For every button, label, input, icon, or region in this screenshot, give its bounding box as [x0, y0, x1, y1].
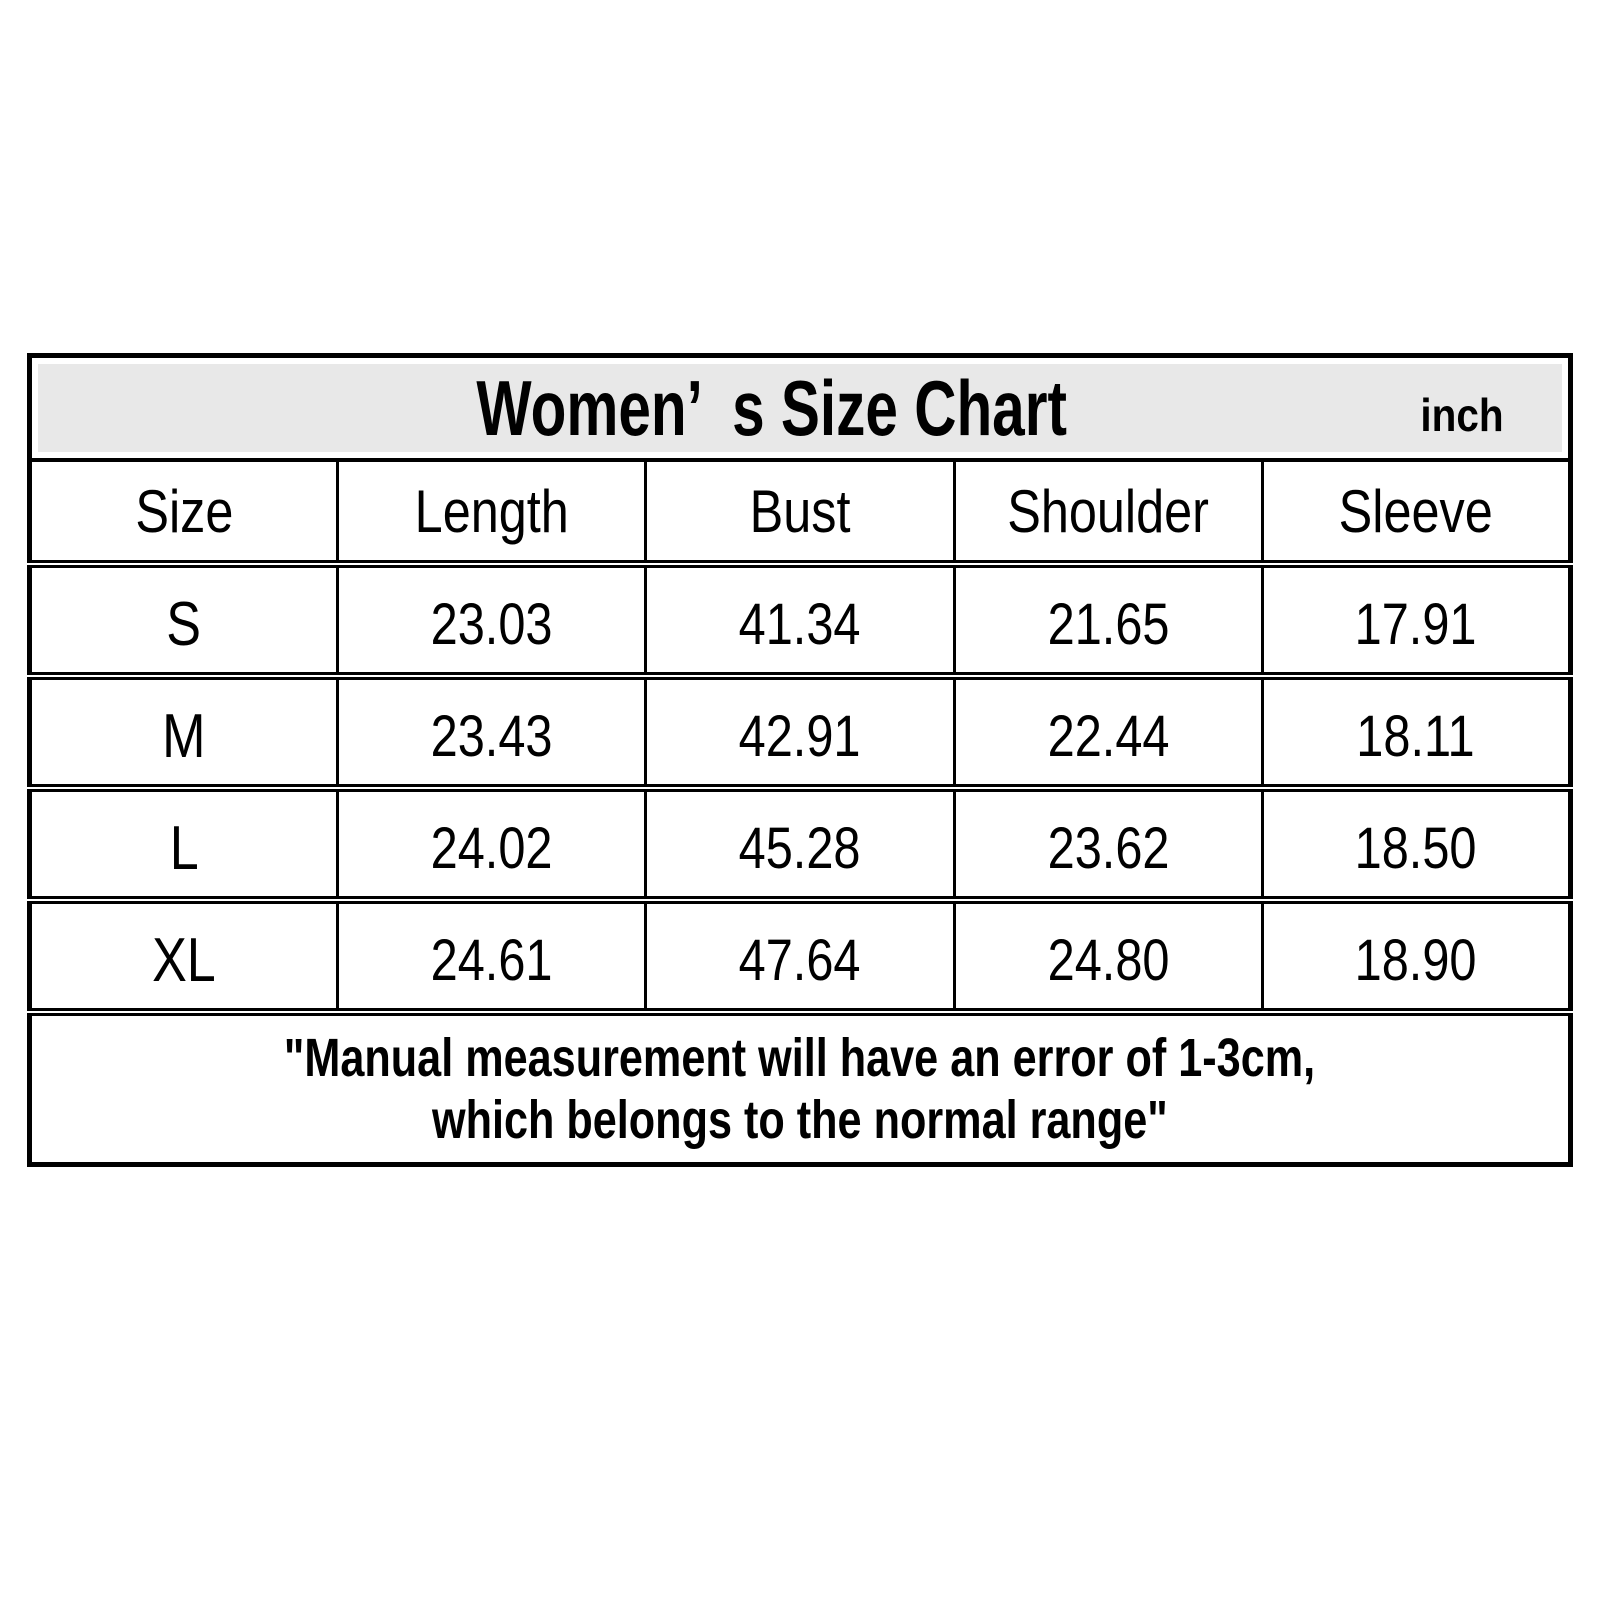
note-line-1: "Manual measurement will have an error of 1-3cm,: [284, 1028, 1316, 1088]
bust-cell: 47.64: [646, 900, 954, 1012]
shoulder-cell: 23.62: [954, 788, 1262, 900]
title-row: [30, 356, 1571, 461]
size-cell: S: [30, 564, 338, 676]
shoulder-cell: 22.44: [954, 676, 1262, 788]
bust-cell: 41.34: [646, 564, 954, 676]
sleeve-cell: 18.11: [1262, 676, 1570, 788]
sleeve-cell: 18.90: [1262, 900, 1570, 1012]
length-cell: 24.02: [338, 788, 646, 900]
sleeve-cell: 17.91: [1262, 564, 1570, 676]
title-bar: [30, 356, 1571, 461]
length-cell: 24.61: [338, 900, 646, 1012]
size-row-m: [30, 676, 1571, 788]
column-header-length: Length: [338, 460, 646, 564]
column-header-row: [30, 460, 1571, 564]
column-header-sleeve: Sleeve: [1262, 460, 1570, 564]
column-header-shoulder: Shoulder: [954, 460, 1262, 564]
size-chart-table: [27, 353, 1573, 1167]
size-cell: XL: [30, 900, 338, 1012]
column-header-bust: Bust: [646, 460, 954, 564]
size-row-xl: [30, 900, 1571, 1012]
length-cell: 23.03: [338, 564, 646, 676]
length-cell: 23.43: [338, 676, 646, 788]
measurement-note: [30, 1012, 1571, 1165]
bust-cell: 45.28: [646, 788, 954, 900]
size-row-s: [30, 564, 1571, 676]
bust-cell: 42.91: [646, 676, 954, 788]
size-row-l: [30, 788, 1571, 900]
size-cell: M: [30, 676, 338, 788]
note-row: [30, 1012, 1571, 1165]
column-header-size: Size: [30, 460, 338, 564]
sleeve-cell: 18.50: [1262, 788, 1570, 900]
page-title: Women’ s Size Chart: [476, 363, 1068, 452]
note-line-2: which belongs to the normal range": [432, 1090, 1168, 1150]
size-cell: L: [30, 788, 338, 900]
shoulder-cell: 24.80: [954, 900, 1262, 1012]
shoulder-cell: 21.65: [954, 564, 1262, 676]
unit-label: inch: [1420, 389, 1504, 441]
